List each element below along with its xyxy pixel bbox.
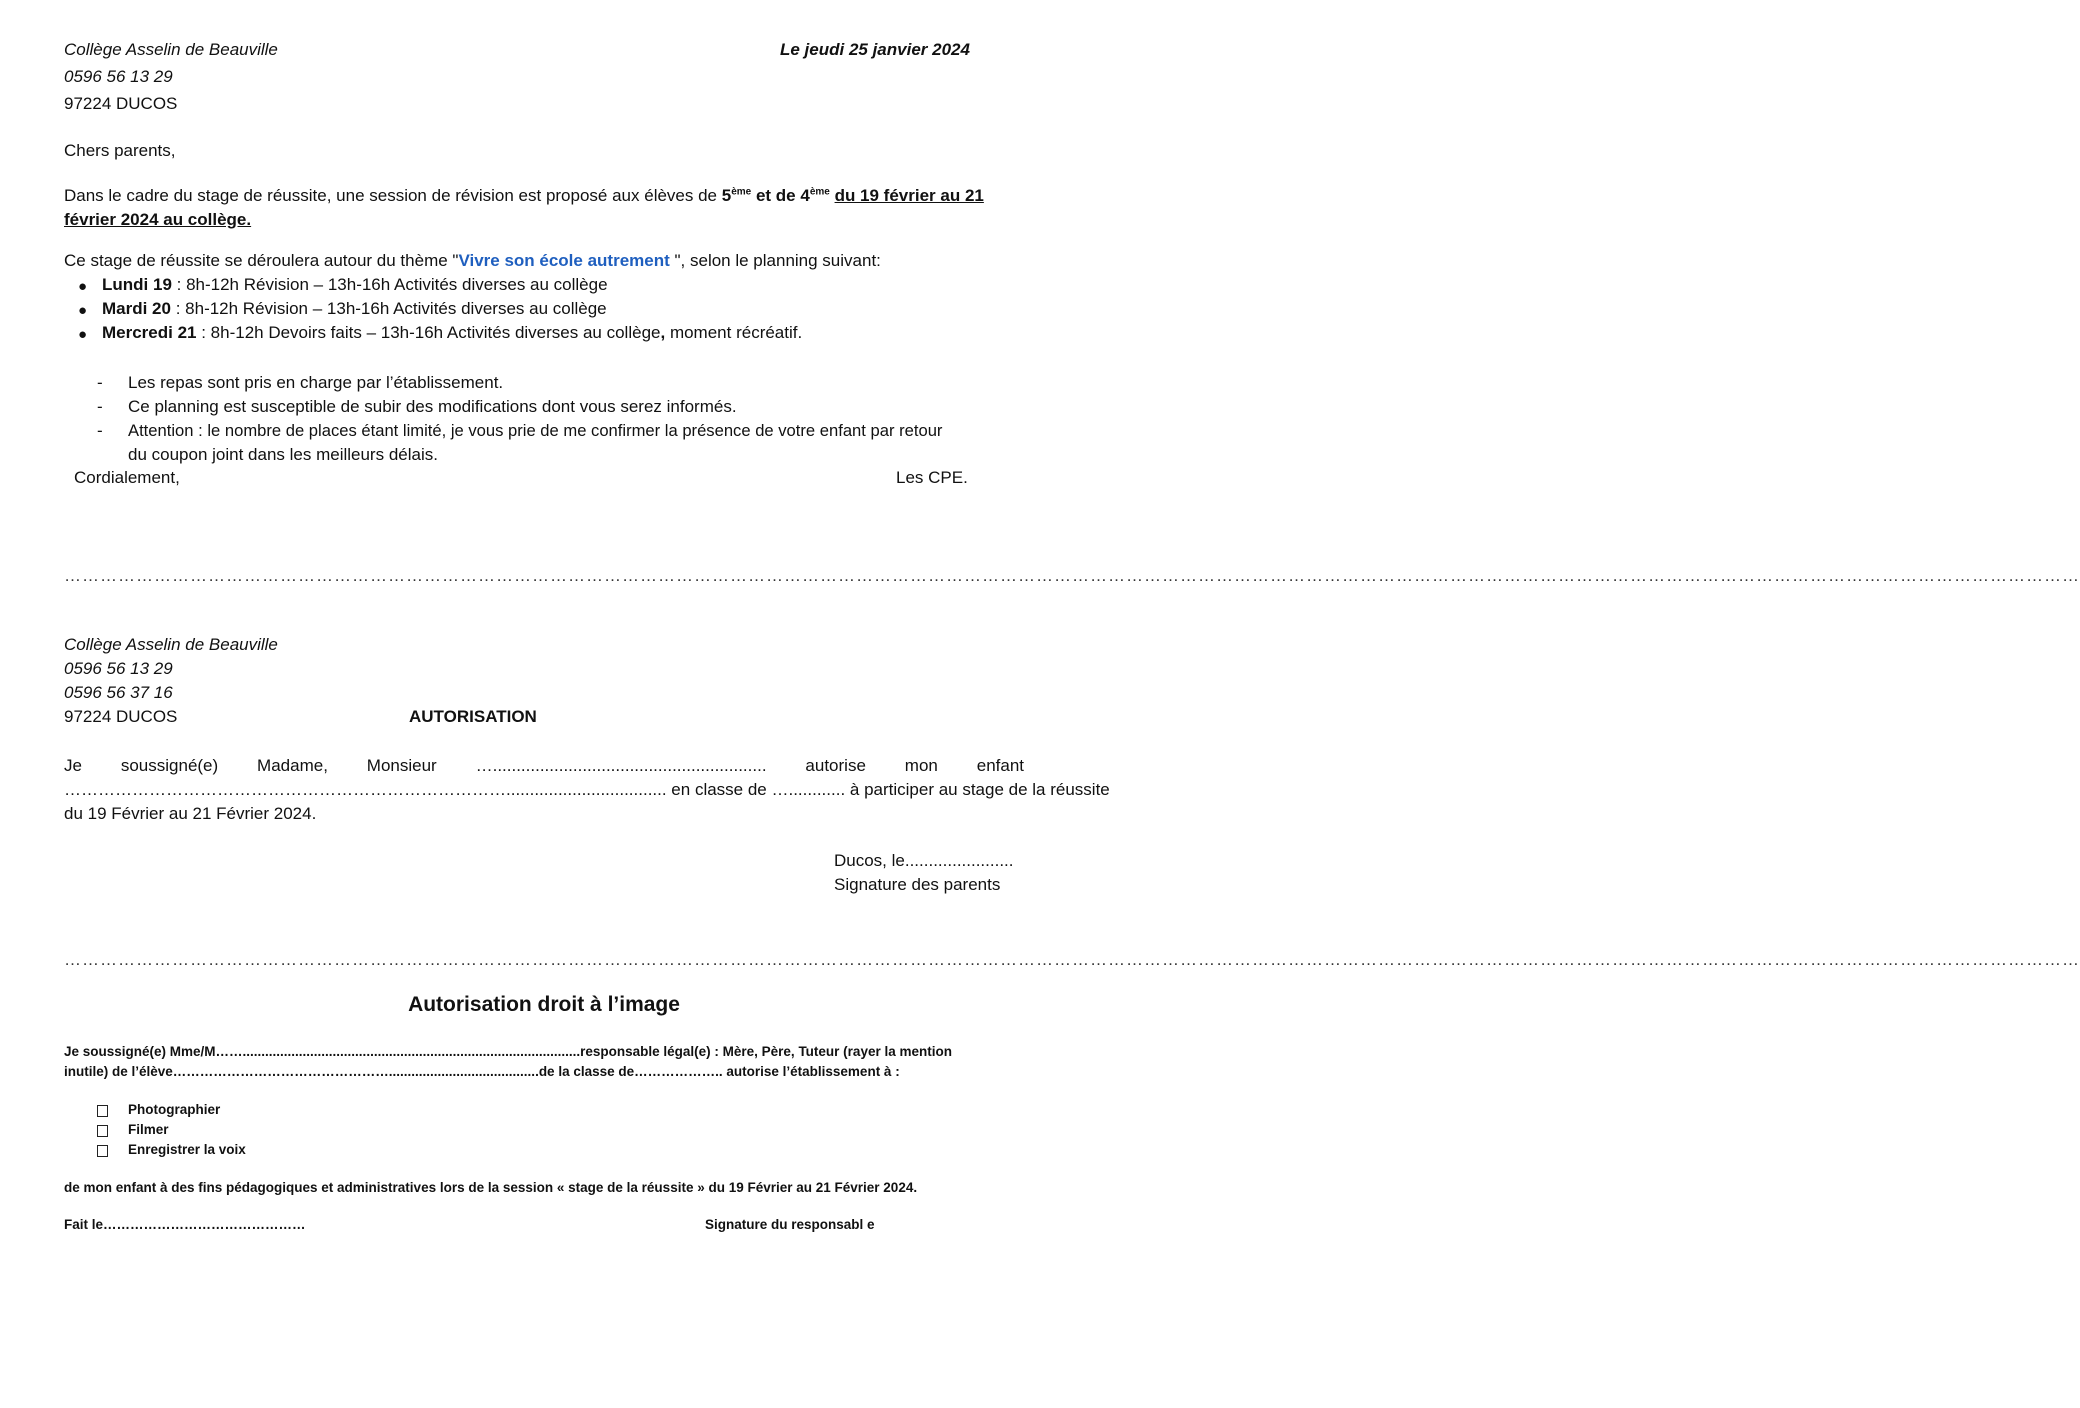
image-rights-purpose: de mon enfant à des fins pédagogiques et administratives lors de la session « stage de la réussite » du 19 Février au 21 Février 2024.: [64, 1180, 918, 1195]
responsible-signature-label: Signature du responsabl e: [705, 1217, 875, 1232]
level-1-sup: ème: [731, 186, 752, 198]
coupon-phone-2: 0596 56 37 16: [64, 683, 173, 702]
dash-icon: -: [97, 421, 103, 440]
word: enfant: [976, 756, 1024, 775]
image-rights-title: Autorisation droit à l’image: [408, 993, 680, 1016]
word: Madame,: [257, 756, 328, 775]
word: Monsieur: [366, 756, 437, 775]
stage-dates-a: du 19 février au 21: [834, 186, 984, 205]
theme-text-b: ", selon le planning suivant:: [669, 251, 881, 270]
letter-date: Le jeudi 25 janvier 2024: [780, 40, 970, 59]
schedule-item: [102, 323, 802, 343]
coupon-city: 97224 DUCOS: [64, 707, 178, 726]
theme-text-a: Ce stage de réussite se déroulera autour du thème ": [64, 251, 459, 270]
closing: Cordialement,: [74, 468, 180, 487]
level-1: 5: [721, 186, 732, 205]
bullet-icon: ●: [78, 326, 88, 343]
schedule-text: : 8h-12h Révision – 13h-16h Activités diverses au collège: [171, 275, 608, 294]
word: mon: [904, 756, 938, 775]
intro-text: Dans le cadre du stage de réussite, une session de révision est proposé aux élèves de: [64, 186, 722, 205]
image-rights-line-1: Je soussigné(e) Mme/M……..........................................................................................responsable légal(e) : Mère, Père, Tuteur (rayer la mention: [64, 1044, 952, 1059]
bullet-icon: ●: [78, 278, 88, 295]
coupon-line-2: …………………………………………………………………….................................. en classe de …............ à participer au stage de la réussite: [64, 780, 1110, 799]
schedule-item: [102, 299, 607, 319]
place-date-field[interactable]: Ducos, le.......................: [834, 851, 1014, 870]
option-label: Filmer: [128, 1122, 169, 1137]
school-name: Collège Asselin de Beauville: [64, 40, 278, 59]
checkbox[interactable]: [97, 1125, 108, 1137]
note-item: Les repas sont pris en charge par l’établissement.: [128, 373, 504, 392]
school-phone: 0596 56 13 29: [64, 67, 173, 86]
schedule-day: Mardi 20: [102, 299, 171, 318]
schedule-text: : 8h-12h Révision – 13h-16h Activités diverses au collège: [170, 299, 607, 318]
level-2-sup: ème: [809, 186, 830, 198]
coupon-school-name: Collège Asselin de Beauville: [64, 635, 278, 654]
coupon-line-3: du 19 Février au 21 Février 2024.: [64, 804, 317, 823]
schedule-day: Lundi 19: [102, 275, 172, 294]
checkbox[interactable]: [97, 1145, 108, 1157]
checkbox[interactable]: [97, 1105, 108, 1117]
schedule-item: [102, 275, 608, 295]
option-label: Enregistrer la voix: [128, 1142, 246, 1157]
stage-dates-b: février 2024 au collège.: [64, 210, 252, 229]
cpe-signature: Les CPE.: [896, 468, 968, 487]
parent-signature-label: Signature des parents: [834, 875, 1001, 894]
word: autorise: [805, 756, 866, 775]
made-on-field[interactable]: Fait le………………………………………: [64, 1217, 306, 1232]
coupon-title: AUTORISATION: [409, 707, 537, 726]
cut-separator: …………………………………………………………………………………………………………………………………………………………………………………………………………………………………………………………………………………………………………: [64, 950, 2080, 969]
image-rights-line-2: inutile) de l’élève…………………………………………........................................de la classe de……………….. autorise l’établissement à :: [64, 1064, 900, 1079]
cut-separator: …………………………………………………………………………………………………………………………………………………………………………………………………………………………………………………………………………………………………………: [64, 566, 2080, 585]
schedule-text-end: moment récréatif.: [665, 323, 803, 342]
word: soussigné(e): [120, 756, 219, 775]
intro-paragraph: [64, 186, 984, 206]
school-city: 97224 DUCOS: [64, 94, 178, 113]
option-label: Photographier: [128, 1102, 221, 1117]
schedule-day: Mercredi 21: [102, 323, 197, 342]
and-level-2: et de 4: [751, 186, 810, 205]
coupon-phone-1: 0596 56 13 29: [64, 659, 173, 678]
schedule-text: : 8h-12h Devoirs faits – 13h-16h Activités diverses au collège: [196, 323, 661, 342]
dash-icon: -: [97, 373, 103, 392]
coupon-line-1: [64, 756, 1024, 776]
theme-name: Vivre son école autrement: [458, 251, 670, 270]
schedule-comma: ,: [660, 323, 666, 342]
salutation: Chers parents,: [64, 141, 176, 160]
word: Je: [64, 756, 82, 775]
parent-name-blank[interactable]: …..........................................................: [475, 756, 767, 775]
note-item: Ce planning est susceptible de subir des modifications dont vous serez informés.: [128, 397, 737, 416]
note-item-continued: du coupon joint dans les meilleurs délais.: [128, 445, 438, 464]
theme-line: [64, 251, 881, 271]
dash-icon: -: [97, 397, 103, 416]
note-item: Attention : le nombre de places étant limité, je vous prie de me confirmer la présence de votre enfant par retour: [128, 421, 943, 440]
bullet-icon: ●: [78, 302, 88, 319]
